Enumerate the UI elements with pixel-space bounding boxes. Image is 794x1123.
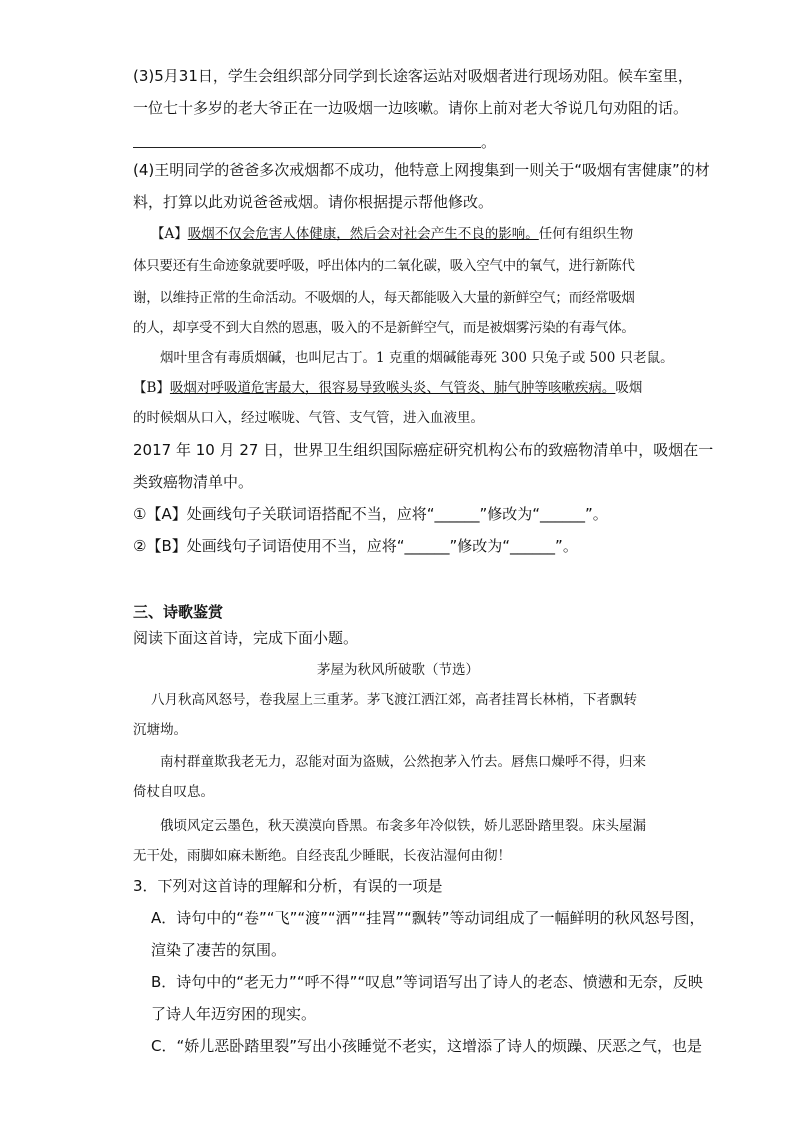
who-fact-line-1: 2017 年 10 月 27 日，世界卫生组织国际癌症研究机构公布的致癌物清单中，吸烟在一 [133,441,714,459]
question-4-text-line-1: (4)王明同学的爸爸多次戒烟都不成功，他特意上网搜集到一则关于“吸烟有害健康”的材 [133,161,710,179]
option-a-line-1[interactable]: A．诗句中的“卷”“飞”“渡”“洒”“挂罥”“飘转”等动词组成了一幅鲜明的秋风怒号图， [151,909,705,927]
material-a-line-4: 的人，却享受不到大自然的恩惠，吸入的不是新鲜空气，而是被烟雾污染的有毒气体。 [133,320,635,336]
material-b-rest: 吸烟 [615,380,643,396]
poem-stanza-3-line-1: 俄顷风定云墨色，秋天漠漠向昏黑。布衾多年冷似铁，娇儿恶卧踏里裂。床头屋漏 [160,818,646,834]
sub-question-2: ②【B】处画线句子词语使用不当，应将“______”修改为“______”。 [133,537,578,555]
option-b-line-2: 了诗人年迈穷困的现实。 [151,1005,317,1023]
material-a-line-3: 谢，以维持正常的生命活动。不吸烟的人，每天都能吸入大量的新鲜空气；而经常吸烟 [133,290,635,306]
answer-blank-line[interactable] [133,147,481,148]
option-b-line-1[interactable]: B．诗句中的“老无力”“呼不得”“叹息”等词语写出了诗人的老态、愤懑和无奈，反映 [151,973,703,991]
material-a-underlined-sentence: 吸烟不仅会危害人体健康，然后会对社会产生不良的影响。 [187,226,539,242]
option-c-line-1[interactable]: C．“娇儿恶卧踏里裂”写出小孩睡觉不老实，这增添了诗人的烦躁、厌恶之气，也是 [151,1037,703,1055]
poem-stanza-2-line-2: 倚杖自叹息。 [133,784,214,800]
poem-stanza-1-line-1: 八月秋高风怒号，卷我屋上三重茅。茅飞渡江洒江郊，高者挂罥长林梢，下者飘转 [151,692,637,708]
section-title: 三、诗歌鉴赏 [133,603,224,621]
sub-question-1: ①【A】处画线句子关联词语搭配不当，应将“______”修改为“______”。 [133,505,608,523]
poem-title: 茅屋为秋风所破歌（节选） [317,662,479,678]
material-b-line-1 [133,378,663,398]
answer-blank-period: 。 [481,133,497,151]
material-a-line-2: 体只要还有生命迹象就要呼吸，呼出体内的二氧化碳，吸入空气中的氧气，进行新陈代 [133,258,635,274]
material-paragraph-2: 烟叶里含有毒质烟碱，也叫尼古丁。1 克重的烟碱能毒死 300 只兔子或 500 只老鼠。 [160,350,674,366]
question-3-text-line-1: (3)5月31日，学生会组织部分同学到长途客运站对吸烟者进行现场劝阻。候车室里， [133,67,693,85]
material-b-underlined-sentence: 吸烟对呼吸道危害最大，很容易导致喉头炎、气管炎、肺气肿等咳嗽疾病。 [169,380,616,396]
question-3-stem: 3．下列对这首诗的理解和分析，有误的一项是 [133,877,443,895]
poem-stanza-3-line-2: 无干处，雨脚如麻未断绝。自经丧乱少睡眠，长夜沾湿何由彻！ [133,848,511,864]
material-a-label: 【A】 [151,226,188,242]
material-b-line-2: 的时候烟从口入，经过喉咙、气管、支气管，进入血液里。 [133,410,484,426]
section-intro: 阅读下面这首诗，完成下面小题。 [133,629,359,647]
material-b-label: 【B】 [133,380,170,396]
poem-stanza-1-line-2: 沉塘坳。 [133,722,187,738]
poem-stanza-2-line-1: 南村群童欺我老无力，忍能对面为盗贼，公然抱茅入竹去。唇焦口燥呼不得，归来 [160,754,646,770]
question-3-text-line-2: 一位七十多岁的老大爷正在一边吸烟一边咳嗽。请你上前对老大爷说几句劝阻的话。 [133,99,689,117]
material-a-rest: 任何有组织生物 [538,226,634,242]
who-fact-line-2: 类致癌物清单中。 [133,473,254,491]
question-4-text-line-2: 料，打算以此劝说爸爸戒烟。请你根据提示帮他修改。 [133,193,494,211]
option-a-line-2: 渲染了凄苦的氛围。 [151,941,287,959]
material-a-line-1 [151,224,681,244]
